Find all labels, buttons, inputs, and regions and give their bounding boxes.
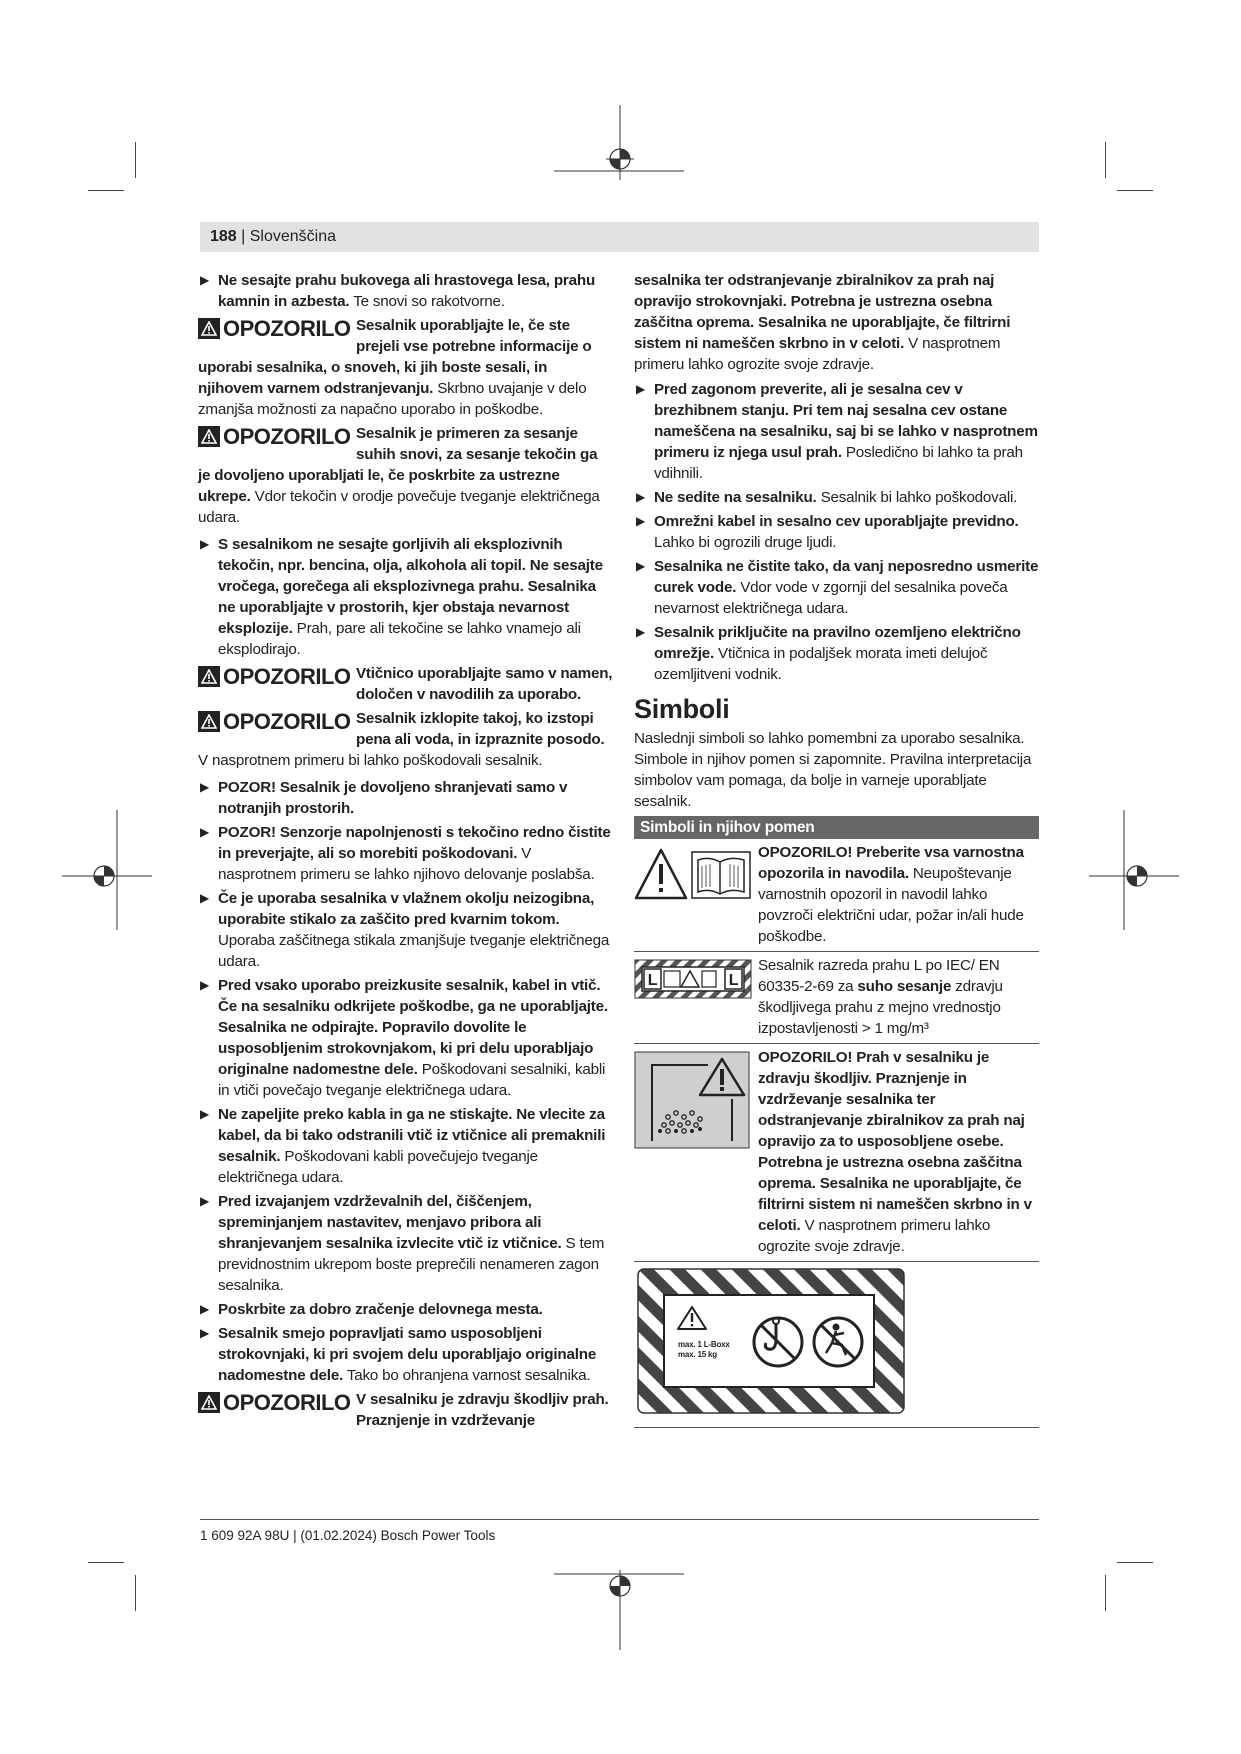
warning-triangle-icon <box>198 318 220 339</box>
harmful-dust-icon <box>634 1047 758 1257</box>
page-number: 188 <box>210 228 237 245</box>
page-header: 188 | Slovenščina <box>210 228 337 245</box>
safety-bullet: ▶ Sesalnik smejo popravljati samo usposobljeni strokovnjaki, ki pri svojem delu uporabljajo originalne nadomestne dele. Tako bo ohranjena varnost sesalnika. <box>200 1325 597 1384</box>
safety-bullet: ▶ Ne sesajte prahu bukovega ali hrastovega lesa, prahu kamnin in azbesta. Te snovi so rakotvorne. <box>200 272 596 310</box>
symbols-table-row <box>634 952 1039 1044</box>
warning-label: OPOZORILO <box>198 708 356 734</box>
registration-mark-right <box>1089 810 1179 930</box>
left-column <box>198 270 613 1433</box>
warning-block: OPOZORILO V sesalniku je zdravju škodljiv prah. Praznjenje in vzdrževanje <box>198 1389 613 1431</box>
warning-block: OPOZORILO Sesalnik uporabljajte le, če ste prejeli vse potrebne informacije o uporabi sesalnika, o snoveh, ki jih boste sesali, in njihovem varnem odstranjevanju. Skrbno uvajanje v delo zmanjša možnosti za napačno uporabo in poškodbe. <box>198 315 592 418</box>
crop-mark <box>1105 1575 1106 1611</box>
crop-mark <box>135 142 136 178</box>
dust-class-l-icon <box>634 955 758 1039</box>
right-column <box>634 270 1039 1428</box>
dust-class-letter: L <box>647 972 658 989</box>
safety-bullet: ▶ POZOR! Sesalnik je dovoljeno shranjevati samo v notranjih prostorih. <box>200 779 568 817</box>
label-capacity: max. 1 L-Boxx <box>678 1340 730 1349</box>
crop-mark <box>135 1575 136 1611</box>
page-footer: 1 609 92A 98U | (01.02.2024) Bosch Power Tools <box>200 1528 496 1543</box>
registration-mark-left <box>62 810 152 930</box>
bullet-arrow-icon: ▶ <box>200 1302 210 1316</box>
symbols-table-row <box>634 839 1039 952</box>
crop-mark <box>1105 142 1106 178</box>
bullet-arrow-icon: ▶ <box>200 780 210 794</box>
warning-block: OPOZORILO Sesalnik je primeren za sesanje suhih snovi, za sesanje tekočin ga je dovoljeno uporabljati le, če poskrbite za ustrezne ukrepe. Vdor tekočin v orodje povečuje tveganje električnega udara. <box>198 423 600 526</box>
warning-label: OPOZORILO <box>198 663 356 689</box>
safety-bullet: ▶ Ne sedite na sesalniku. Sesalnik bi lahko poškodovali. <box>636 489 1018 506</box>
warning-triangle-icon <box>198 1392 220 1413</box>
warning-label: OPOZORILO <box>198 423 356 449</box>
safety-bullet: ▶ POZOR! Senzorje napolnjenosti s tekočino redno čistite in preverjajte, ali so morebiti poškodovani. V nasprotnem primeru se lahko njihovo delovanje poslabša. <box>200 824 611 883</box>
bullet-arrow-icon: ▶ <box>200 891 210 905</box>
warning-block: OPOZORILO Sesalnik izklopite takoj, ko izstopi pena ali voda, in izpraznite posodo. V nasprotnem primeru bi lahko poškodovali sesalnik. <box>198 708 605 769</box>
safety-bullet: ▶ Pred izvajanjem vzdrževalnih del, čiščenjem, spreminjanjem nastavitev, menjavo pribora ali shranjevanjem sesalnika izvlecite vtič iz vtičnice. S tem previdnostnim ukrepom boste preprečili nenameren zagon sesalnika. <box>200 1193 605 1294</box>
symbol-description: OPOZORILO! Prah v sesalniku je zdravju škodljiv. Praznjenje in vzdrževanje sesalnika ter odstranjevanje zbiralnikov za prah naj opravijo za to usposobljene osebe. Potrebna je ustrezna osebna zaščitna oprema. Sesalnika ne uporabljajte, če filtrirni sistem ni nameščen skrbno in v celoti. V nasprotnem primeru lahko ogrozite svoje zdravje. <box>758 1049 1032 1255</box>
footer-rule <box>200 1519 1039 1520</box>
safety-bullet: ▶ Če je uporaba sesalnika v vlažnem okolju neizogibna, uporabite stikalo za zaščito pred kvarnim tokom. Uporaba zaščitnega stikala zmanjšuje tveganje električnega udara. <box>200 890 610 970</box>
bullet-arrow-icon: ▶ <box>200 825 210 839</box>
bullet-arrow-icon: ▶ <box>200 1194 210 1208</box>
warning-triangle-icon <box>198 426 220 447</box>
bullet-arrow-icon: ▶ <box>200 537 210 551</box>
label-weight: max. 15 kg <box>678 1350 717 1359</box>
symbols-table-header: Simboli in njihov pomen <box>634 816 1039 839</box>
page-language: Slovenščina <box>249 228 337 245</box>
safety-bullet: ▶ Pred vsako uporabo preizkusite sesalnik, kabel in vtič. Če na sesalniku odkrijete poškodbe, ga ne uporabljajte. Sesalnika ne odpirajte. Popravilo dovolite le usposobljenim strokovnjakom, ki pri delu uporabljajo originalne nadomestne dele. Poškodovani sesalniki, kabli in vtiči povečajo tveganje električnega udara. <box>200 977 608 1099</box>
warning-block: OPOZORILO Vtičnico uporabljajte samo v namen, določen v navodilih za uporabo. <box>198 663 613 705</box>
warning-continuation: sesalnika ter odstranjevanje zbiralnikov za prah naj opravijo strokovnjaki. Potrebna je ustrezna osebna zaščitna oprema. Sesalnika ne uporabljajte, če filtrirni sistem ni nameščen skrbno in v celoti. V nasprotnem primeru lahko ogrozite svoje zdravje. <box>634 272 1011 373</box>
warning-label: OPOZORILO <box>198 1389 356 1415</box>
registration-mark-bottom <box>554 1560 684 1650</box>
bullet-arrow-icon: ▶ <box>636 382 646 396</box>
warning-triangle-icon <box>198 711 220 732</box>
dust-class-letter: L <box>728 972 739 989</box>
bullet-arrow-icon: ▶ <box>636 625 646 639</box>
safety-bullet: ▶ Ne zapeljite preko kabla in ga ne stiskajte. Ne vlecite za kabel, da bi tako odstranili vtič iz vtičnice ali premaknili sesalnik. Poškodovani kabli povečujejo tveganje električnega udara. <box>200 1106 606 1186</box>
safety-bullet: ▶ Poskrbite za dobro zračenje delovnega mesta. <box>200 1301 543 1318</box>
registration-mark-top <box>554 105 684 195</box>
crop-mark <box>88 190 124 191</box>
safety-bullet: ▶ Omrežni kabel in sesalno cev uporabljajte previdno. Lahko bi ogrozili druge ljudi. <box>636 513 1019 551</box>
bullet-arrow-icon: ▶ <box>200 978 210 992</box>
warning-triangle-icon <box>198 666 220 687</box>
section-intro: Naslednji simboli so lahko pomembni za uporabo sesalnika. Simbole in njihov pomen si zapomnite. Pravilna interpretacija simbolov vam pomaga, da bolje in varneje uporabljate sesalnik. <box>634 730 1032 810</box>
symbol-description: OPOZORILO! Preberite vsa varnostna opozorila in navodila. Neupoštevanje varnostnih opozoril in navodil lahko povzroči električni udar, požar in/ali hude poškodbe. <box>758 844 1024 945</box>
symbols-table-row <box>634 1044 1039 1262</box>
crop-mark <box>1117 190 1153 191</box>
safety-bullet: ▶ Pred zagonom preverite, ali je sesalna cev v brezhibnem stanju. Pri tem naj sesalna cev ostane nameščena na sesalniku, saj bi se lahko v nasprotnem primeru iz njega usul prah. Posledično bi lahko ta prah vdihnili. <box>636 381 1038 482</box>
safety-bullet: ▶ Sesalnika ne čistite tako, da vanj neposredno usmerite curek vode. Vdor vode v zgornji del sesalnika poveča nevarnost električnega udara. <box>636 558 1039 617</box>
bullet-arrow-icon: ▶ <box>636 514 646 528</box>
crop-mark <box>88 1562 124 1563</box>
bullet-arrow-icon: ▶ <box>200 273 210 287</box>
symbol-description: Sesalnik razreda prahu L po IEC/ EN 60335-2-69 za suho sesanje zdravju škodljivega prahu z mejno vrednostjo izpostavljenosti > 1 mg/m³ <box>758 957 1003 1037</box>
safety-bullet: ▶ S sesalnikom ne sesajte gorljivih ali eksplozivnih tekočin, npr. bencina, olja, alkohola ali topil. Ne sesajte vročega, gorečega ali eksplozivnega prahu. Sesalnika ne uporabljajte v prostorih, kjer obstaja nevarnost eksplozije. Prah, pare ali tekočine se lahko vnamejo ali eksplodirajo. <box>200 536 603 658</box>
l-boxx-label-image <box>634 1262 1039 1428</box>
bullet-arrow-icon: ▶ <box>636 559 646 573</box>
bullet-arrow-icon: ▶ <box>200 1326 210 1340</box>
read-manual-warning-icon <box>634 842 758 947</box>
warning-label: OPOZORILO <box>198 315 356 341</box>
bullet-arrow-icon: ▶ <box>200 1107 210 1121</box>
bullet-arrow-icon: ▶ <box>636 490 646 504</box>
safety-bullet: ▶ Sesalnik priključite na pravilno ozemljeno električno omrežje. Vtičnica in podaljšek morata imeti delujoč ozemljitveni vodnik. <box>636 624 1021 683</box>
crop-mark <box>1117 1562 1153 1563</box>
section-title: Simboli <box>634 694 730 724</box>
